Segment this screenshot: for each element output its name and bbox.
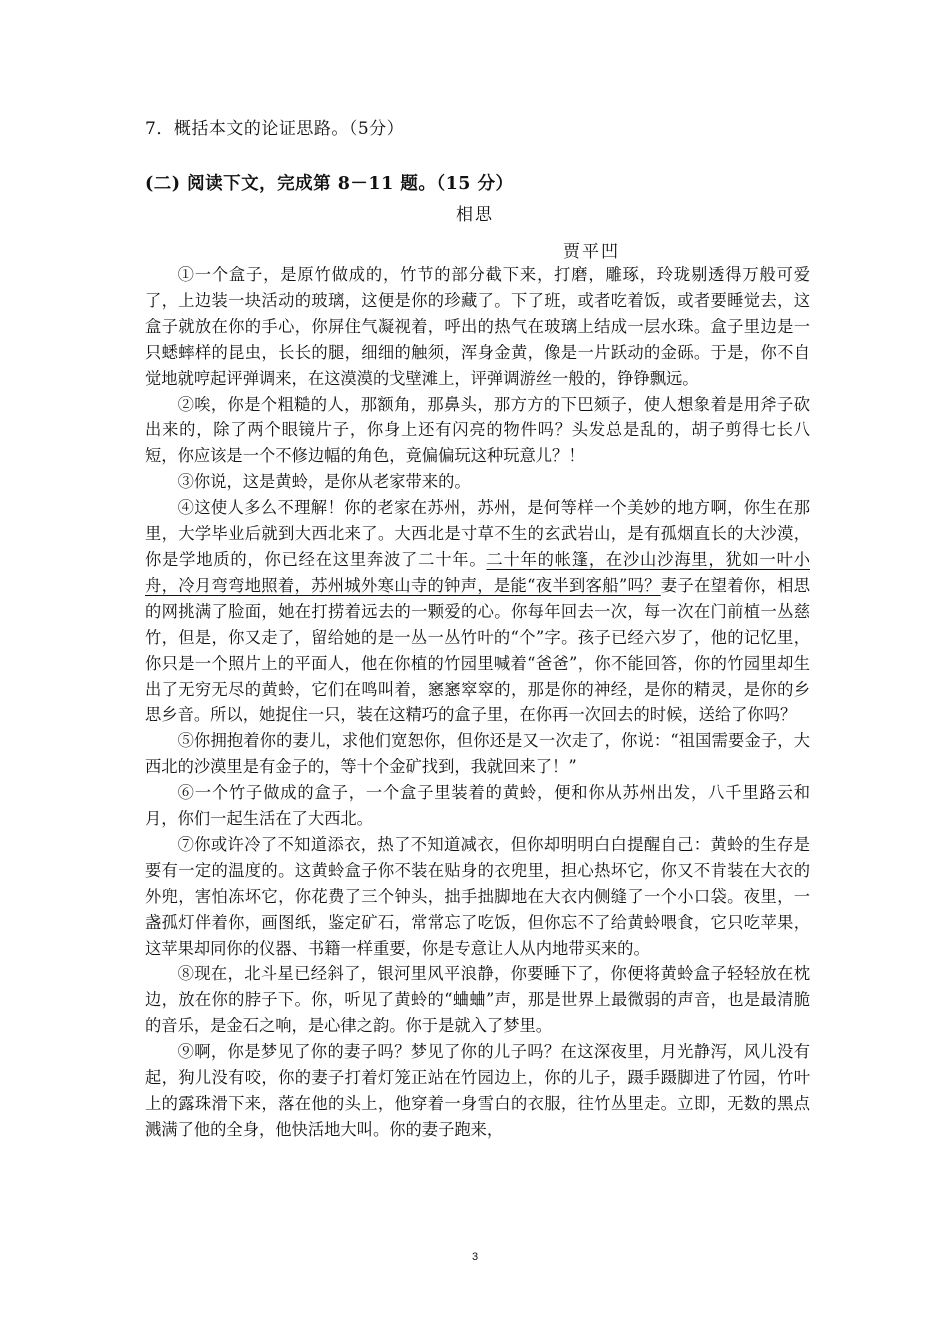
question-7: 7．概括本文的论证思路。（5分） [145,119,405,139]
section-heading: (二) 阅读下文，完成第 8－11 题。（15 分） [145,174,514,194]
paragraph-7: ⑦你或许冷了不知道添衣，热了不知道减衣，但你却明明白白提醒自己：黄蛉的生存是要有一定的温度的。这黄蛉盒子你不装在贴身的衣兜里，担心热坏它，你又不肯装在大衣的外兜，害怕冻坏它，你花费了三个钟头，拙手拙脚地在大衣内侧缝了一个小口袋。夜里，一盏孤灯伴着你，画图纸，鉴定矿石，常常忘了吃饭，但你忘不了给黄蛉喂食，它只吃苹果，这苹果却同你的仪器、书籍一样重要，你是专意让人从内地带买来的。 [145,834,810,958]
paragraph-8: ⑧现在，北斗星已经斜了，银河里风平浪静，你要睡下了，你便将黄蛉盒子轻轻放在枕边，放在你的脖子下。你，听见了黄蛉的“蛐蛐”声，那是世界上最微弱的声音，也是最清脆的音乐，是金石之响，是心律之韵。你于是就入了梦里。 [145,964,810,1036]
paragraph-4 [145,495,810,728]
paragraph-5: ⑤你拥抱着你的妻儿，求他们宽恕你，但你还是又一次走了，你说：“祖国需要金子，大西北的沙漠里是有金子的，等十个金矿找到，我就回来了！” [145,731,810,777]
article-author: 贾平凹 [563,242,620,262]
paragraph-3: ③你说，这是黄蛉，是你从老家带来的。 [177,472,471,492]
underlined-sentence: 二十年的帐篷，在沙山沙海里，犹如一叶小舟，冷月弯弯地照着，苏州城外寒山寺的钟声，是能“夜半到客船”吗？ [145,549,810,595]
paragraph-4-part-1: ④这使人多么不理解！你的老家在苏州，苏州，是何等样一个美妙的地方啊，你生在那里，大学毕业后就到大西北来了。大西北是寸草不生的玄武岩山，是有孤烟直长的大沙漠，你是学地质的，你已经在这里奔波了二十年。 [145,498,810,569]
paragraph-4-part-3: 妻子在望着你，相思的网挑满了脸面，她在打捞着远去的一颗爱的心。你每年回去一次，每一次在门前植一丛慈竹，但是，你又走了，留给她的是一丛一丛竹叶的“个”字。孩子已经六岁了，他的记忆里，你只是一个照片上的平面人，他在你植的竹园里喊着“爸爸”，你不能回答，你的竹园里却生出了无穷无尽的黄蛉，它们在鸣叫着，窸窸窣窣的，那是你的神经，是你的精灵，是你的乡思乡音。所以，她捉住一只，装在这精巧的盒子里，在你再一次回去的时候，送给了你吗？ [145,575,810,725]
article-title: 相思 [456,205,494,225]
paragraph-6: ⑥一个竹子做成的盒子，一个盒子里装着的黄蛉，便和你从苏州出发，八千里路云和月，你们一起生活在了大西北。 [145,783,810,829]
paragraph-2: ②唉，你是个粗糙的人，那额角，那鼻头，那方方的下巴颏子，使人想象着是用斧子砍出来的，除了两个眼镜片子，你身上还有闪亮的物件吗？头发总是乱的，胡子剪得七长八短，你应该是一个不修边幅的角色，竟偏偏玩这种玩意儿？！ [145,394,810,466]
page-number: 3 [471,1251,479,1263]
paragraph-9: ⑨啊，你是梦见了你的妻子吗？梦见了你的儿子吗？在这深夜里，月光静泻，风儿没有起，狗儿没有咬，你的妻子打着灯笼正站在竹园边上，你的儿子，蹑手蹑脚进了竹园，竹叶上的露珠滑下来，落在他的头上，他穿着一身雪白的衣服，往竹丛里走。立即，无数的黑点溅满了他的全身，他快活地大叫。你的妻子跑来， [145,1042,810,1139]
article-body [145,262,810,1143]
paragraph-1: ①一个盒子，是原竹做成的，竹节的部分截下来，打磨，雕琢，玲珑剔透得万般可爱了，上边装一块活动的玻璃，这便是你的珍藏了。下了班，或者吃着饭，或者要睡觉去，这盒子就放在你的手心，你屏住气凝视着，呼出的热气在玻璃上结成一层水珠。盒子里边是一只蟋蟀样的昆虫，长长的腿，细细的触须，浑身金黄，像是一片跃动的金砾。于是，你不自觉地就哼起评弹调来，在这漠漠的戈壁滩上，评弹调游丝一般的，铮铮飘远。 [145,265,810,388]
